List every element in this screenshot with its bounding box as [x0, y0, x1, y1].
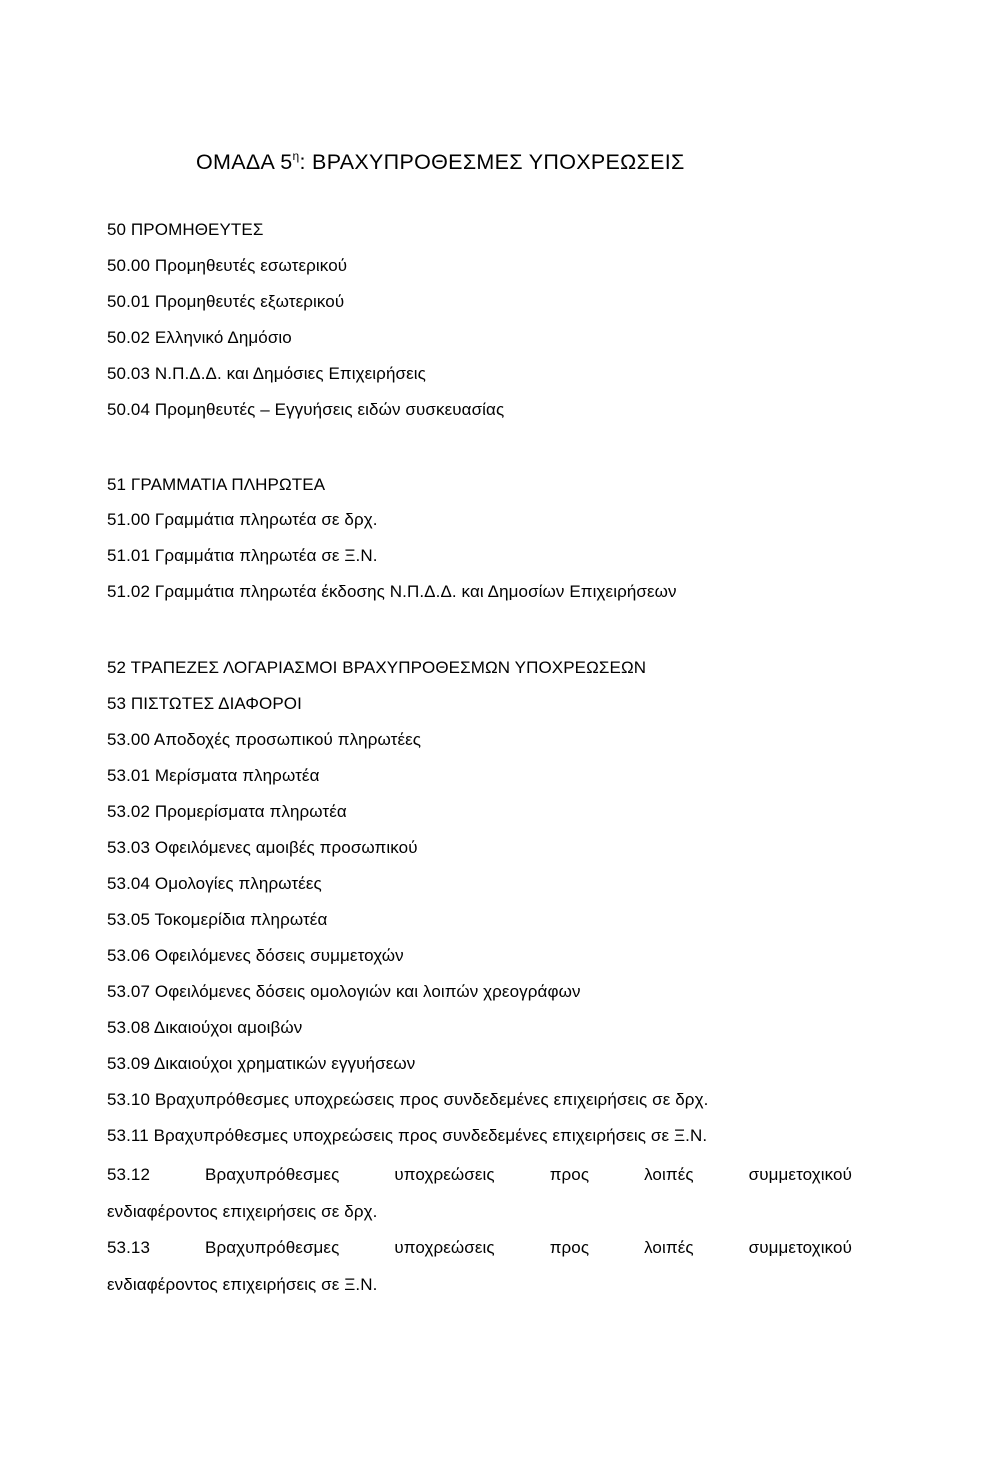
- account-line-continuation: ενδιαφέροντος επιχειρήσεις σε Ξ.Ν.: [107, 1275, 378, 1294]
- account-line: 53.02 Προμερίσματα πληρωτέα: [107, 802, 347, 821]
- word: συμμετοχικού: [748, 1238, 852, 1257]
- account-line: 53.08 Δικαιούχοι αμοιβών: [107, 1018, 303, 1037]
- group-heading-50: 50 ΠΡΟΜΗΘΕΥΤΕΣ: [107, 220, 264, 239]
- account-line: 50.01 Προμηθευτές εξωτερικού: [107, 292, 345, 311]
- word: 53.13: [107, 1238, 151, 1257]
- title-superscript: η: [292, 149, 300, 163]
- account-line-continuation: ενδιαφέροντος επιχειρήσεις σε δρχ.: [107, 1202, 378, 1221]
- group-heading-52: 52 ΤΡΑΠΕΖΕΣ ΛΟΓΑΡΙΑΣΜΟΙ ΒΡΑΧΥΠΡΟΘΕΣΜΩΝ ΥΠΟΧΡΕΩΣΕΩΝ: [107, 658, 647, 677]
- word: λοιπές: [644, 1238, 694, 1257]
- account-line: 50.02 Ελληνικό Δημόσιο: [107, 328, 292, 347]
- account-line: 53.05 Τοκομερίδια πληρωτέα: [107, 910, 328, 929]
- account-line: 50.04 Προμηθευτές – Εγγυήσεις ειδών συσκευασίας: [107, 400, 505, 419]
- group-heading-53: 53 ΠΙΣΤΩΤΕΣ ΔΙΑΦΟΡΟΙ: [107, 694, 302, 713]
- account-line: 53.07 Οφειλόμενες δόσεις ομολογιών και λοιπών χρεογράφων: [107, 982, 581, 1001]
- page-title: [196, 150, 685, 175]
- account-line-justified: [107, 1165, 852, 1185]
- account-line: 51.01 Γραμμάτια πληρωτέα σε Ξ.Ν.: [107, 546, 378, 565]
- account-line: 53.10 Βραχυπρόθεσμες υποχρεώσεις προς συνδεδεμένες επιχειρήσεις σε δρχ.: [107, 1090, 709, 1109]
- account-line: 51.02 Γραμμάτια πληρωτέα έκδοσης Ν.Π.Δ.Δ. και Δημοσίων Επιχειρήσεων: [107, 582, 677, 601]
- account-line: 53.04 Ομολογίες πληρωτέες: [107, 874, 322, 893]
- word: λοιπές: [644, 1165, 694, 1184]
- word: υποχρεώσεις: [394, 1165, 495, 1184]
- account-line: 51.00 Γραμμάτια πληρωτέα σε δρχ.: [107, 510, 378, 529]
- word: Βραχυπρόθεσμες: [205, 1238, 340, 1257]
- account-line: 53.06 Οφειλόμενες δόσεις συμμετοχών: [107, 946, 404, 965]
- word: υποχρεώσεις: [394, 1238, 495, 1257]
- account-line: 53.09 Δικαιούχοι χρηματικών εγγυήσεων: [107, 1054, 416, 1073]
- account-line: 53.11 Βραχυπρόθεσμες υποχρεώσεις προς συνδεδεμένες επιχειρήσεις σε Ξ.Ν.: [107, 1126, 708, 1145]
- word: συμμετοχικού: [748, 1165, 852, 1184]
- account-line: 53.03 Οφειλόμενες αμοιβές προσωπικού: [107, 838, 418, 857]
- word: προς: [549, 1165, 590, 1184]
- word: 53.12: [107, 1165, 151, 1184]
- word: Βραχυπρόθεσμες: [205, 1165, 340, 1184]
- account-line: 53.00 Αποδοχές προσωπικού πληρωτέες: [107, 730, 422, 749]
- account-line: 53.01 Μερίσματα πληρωτέα: [107, 766, 320, 785]
- title-prefix: ΟΜΑΔΑ 5: [196, 150, 293, 174]
- group-heading-51: 51 ΓΡΑΜΜΑΤΙΑ ΠΛΗΡΩΤΕΑ: [107, 475, 326, 494]
- account-line: 50.03 Ν.Π.Δ.Δ. και Δημόσιες Επιχειρήσεις: [107, 364, 426, 383]
- word: προς: [549, 1238, 590, 1257]
- account-line: 50.00 Προμηθευτές εσωτερικού: [107, 256, 348, 275]
- account-line-justified: [107, 1238, 852, 1258]
- title-suffix: : ΒΡΑΧΥΠΡΟΘΕΣΜΕΣ ΥΠΟΧΡΕΩΣΕΙΣ: [299, 150, 685, 174]
